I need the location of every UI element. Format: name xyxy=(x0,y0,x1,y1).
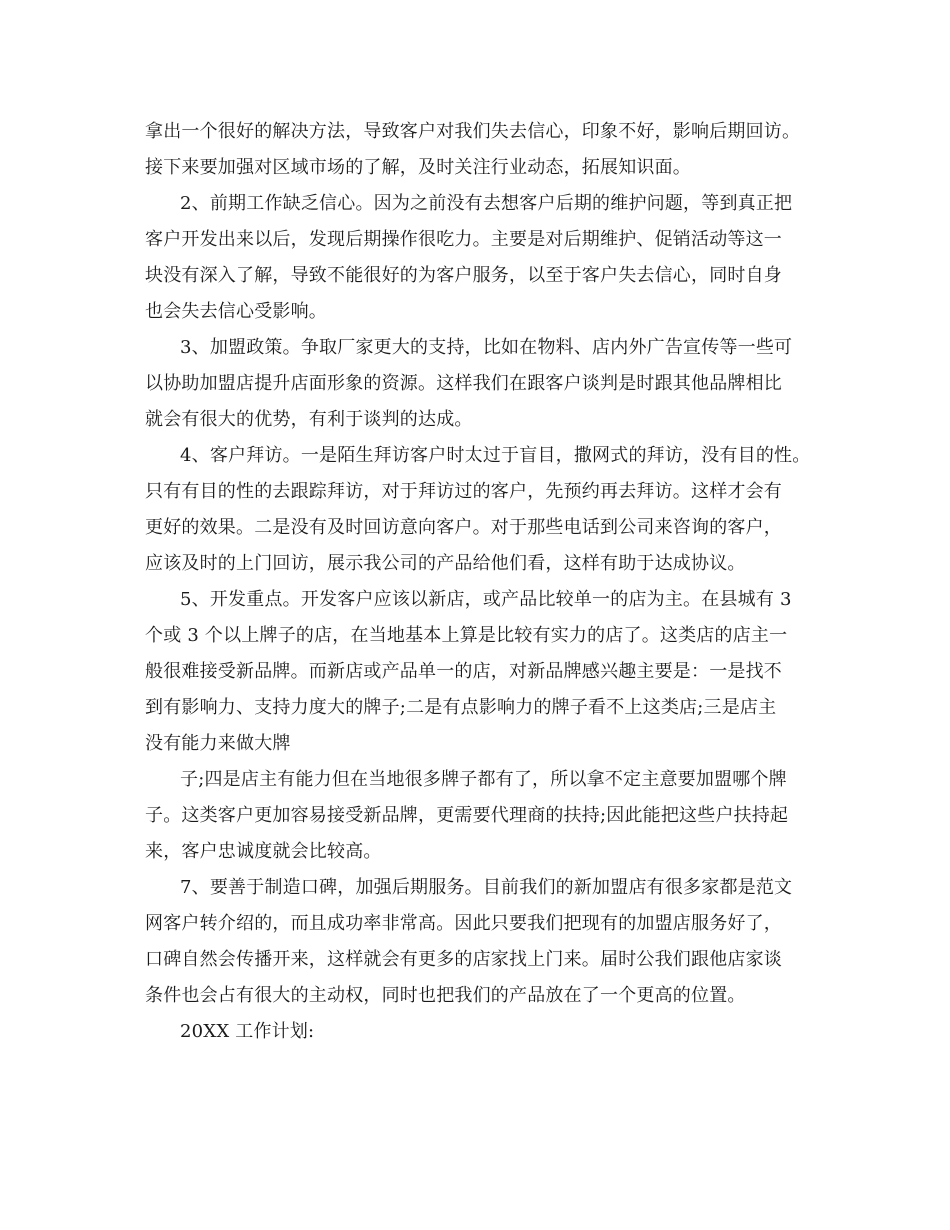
text-line: 网客户转介绍的，而且成功率非常高。因此只要我们把现有的加盟店服务好了， xyxy=(145,913,782,934)
text-line: 口碑自然会传播开来，这样就会有更多的店家找上门来。届时公我们跟他店家谈 xyxy=(145,949,782,970)
text-line: 4、客户拜访。一是陌生拜访客户时太过于盲目，撒网式的拜访，没有目的性。 xyxy=(180,445,811,466)
text-line: 个或 3 个以上牌子的店，在当地基本上算是比较有实力的店了。这类店的店主一 xyxy=(145,625,788,646)
text-line: 没有能力来做大牌 xyxy=(145,733,291,754)
text-line: 以协助加盟店提升店面形象的资源。这样我们在跟客户谈判是时跟其他品牌相比 xyxy=(145,373,782,394)
text-line: 也会失去信心受影响。 xyxy=(145,301,327,322)
text-line: 应该及时的上门回访，展示我公司的产品给他们看，这样有助于达成协议。 xyxy=(145,553,746,574)
text-line: 到有影响力、支持力度大的牌子;二是有点影响力的牌子看不上这类店;三是店主 xyxy=(145,697,777,718)
text-line: 条件也会占有很大的主动权，同时也把我们的产品放在了一个更高的位置。 xyxy=(145,985,746,1006)
text-line: 般很难接受新品牌。而新店或产品单一的店，对新品牌感兴趣主要是：一是找不 xyxy=(145,661,782,682)
section-heading: 20XX 工作计划: xyxy=(180,1021,315,1042)
text-line: 客户开发出来以后，发现后期操作很吃力。主要是对后期维护、促销活动等这一 xyxy=(145,229,782,250)
text-line: 来，客户忠诚度就会比较高。 xyxy=(145,841,382,862)
text-line: 块没有深入了解，导致不能很好的为客户服务，以至于客户失去信心，同时自身 xyxy=(145,265,782,286)
text-line: 子;四是店主有能力但在当地很多牌子都有了，所以拿不定主意要加盟哪个牌 xyxy=(180,769,787,790)
text-line: 更好的效果。二是没有及时回访意向客户。对于那些电话到公司来咨询的客户， xyxy=(145,517,782,538)
text-line: 2、前期工作缺乏信心。因为之前没有去想客户后期的维护问题，等到真正把 xyxy=(180,193,793,214)
text-line: 就会有很大的优势，有利于谈判的达成。 xyxy=(145,409,473,430)
text-line: 接下来要加强对区域市场的了解，及时关注行业动态，拓展知识面。 xyxy=(145,157,691,178)
text-line: 只有有目的性的去跟踪拜访，对于拜访过的客户，先预约再去拜访。这样才会有 xyxy=(145,481,782,502)
text-line: 5、开发重点。开发客户应该以新店，或产品比较单一的店为主。在县城有 3 xyxy=(180,589,792,610)
text-line: 拿出一个很好的解决方法，导致客户对我们失去信心，印象不好，影响后期回访。 xyxy=(145,121,801,142)
text-line: 子。这类客户更加容易接受新品牌，更需要代理商的扶持;因此能把这些户扶持起 xyxy=(145,805,789,826)
text-line: 3、加盟政策。争取厂家更大的支持，比如在物料、店内外广告宣传等一些可 xyxy=(180,337,793,358)
text-line: 7、要善于制造口碑，加强后期服务。目前我们的新加盟店有很多家都是范文 xyxy=(180,877,793,898)
